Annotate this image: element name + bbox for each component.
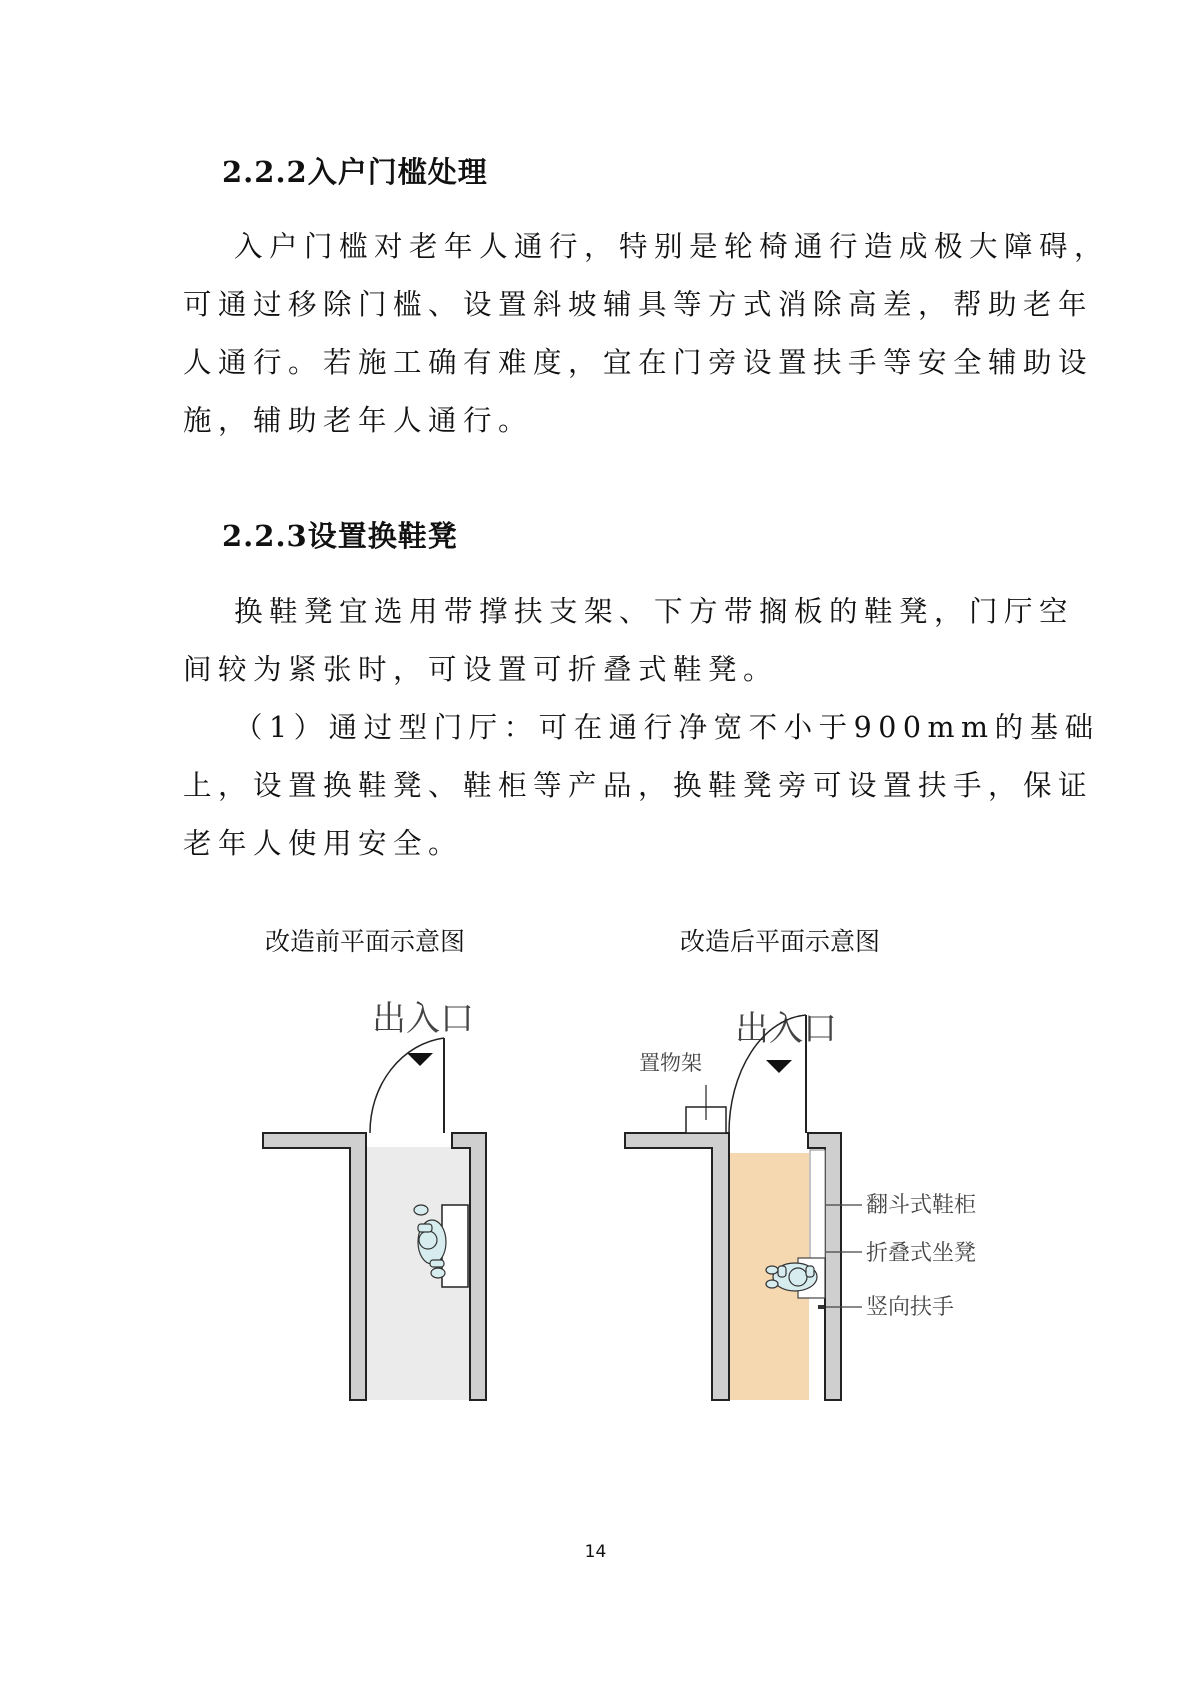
entrance-label-before: 出入口: [372, 999, 474, 1039]
entrance-arrow-icon: [407, 1053, 433, 1066]
flip-shoe-cabinet: [810, 1150, 825, 1267]
floor-plan-figures: [0, 990, 1191, 1490]
wall-left: [263, 1133, 366, 1400]
section-heading-2-2-2: 2.2.2入户门槛处理: [222, 155, 488, 189]
paragraph-line: （1）通过型门厅：可在通行净宽不小于900mm的基础: [234, 711, 1100, 744]
handrail-label: 竖向扶手: [866, 1295, 955, 1320]
figure-before-caption: 改造前平面示意图: [265, 927, 466, 956]
page-number: 14: [584, 1542, 607, 1562]
paragraph-line: 施，辅助老年人通行。: [183, 404, 534, 437]
wall-left: [625, 1133, 729, 1400]
paragraph-line: 上，设置换鞋凳、鞋柜等产品，换鞋凳旁可设置扶手，保证: [183, 769, 1094, 802]
flip-cabinet-label: 翻斗式鞋柜: [866, 1193, 977, 1218]
person-figure-after: [766, 1263, 817, 1291]
paragraph-line: 入户门槛对老年人通行，特别是轮椅通行造成极大障碍，: [234, 230, 1110, 263]
paragraph-line: 间较为紧张时，可设置可折叠式鞋凳。: [183, 653, 779, 686]
paragraph-line: 老年人使用安全。: [183, 827, 464, 860]
figure-after-caption: 改造后平面示意图: [680, 927, 881, 956]
vertical-handrail: [818, 1305, 824, 1309]
floor-plan-after: [625, 1009, 976, 1400]
entrance-arrow-icon: [766, 1060, 792, 1073]
paragraph-line: 换鞋凳宜选用带撑扶支架、下方带搁板的鞋凳，门厅空: [234, 595, 1075, 628]
floor-plan-before: [263, 999, 486, 1400]
shelf-label: 置物架: [639, 1051, 702, 1075]
folding-stool-label: 折叠式坐凳: [866, 1241, 977, 1266]
paragraph-line: 人通行。若施工确有难度，宜在门旁设置扶手等安全辅助设: [183, 346, 1094, 379]
door-swing-arc: [370, 1038, 444, 1133]
section-heading-2-2-3: 2.2.3设置换鞋凳: [222, 519, 458, 553]
entrance-label-after: 出入口: [735, 1009, 837, 1049]
paragraph-line: 可通过移除门槛、设置斜坡辅具等方式消除高差，帮助老年: [183, 288, 1094, 321]
